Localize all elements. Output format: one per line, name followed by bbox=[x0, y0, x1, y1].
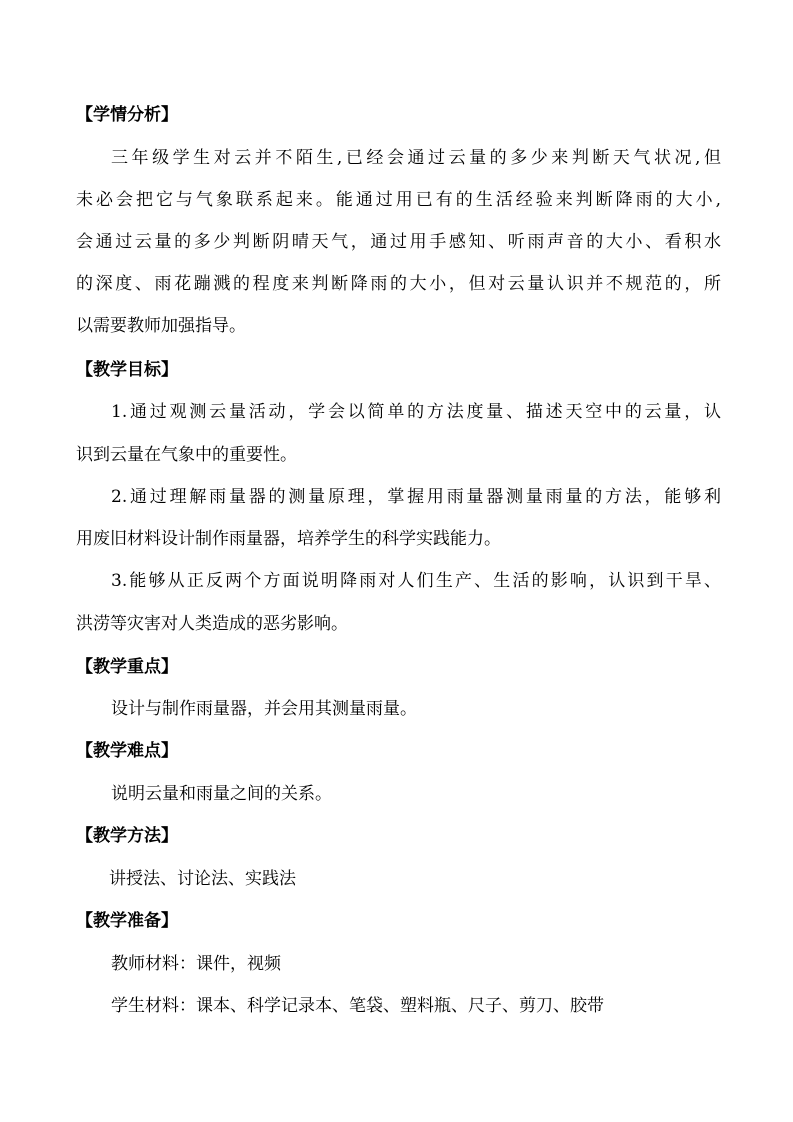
goal-1-line-1: 1.通过观测云量活动，学会以简单的方法度量、描述天空中的云量，认 bbox=[111, 402, 721, 422]
section-heading-analysis: 【学情分析】 bbox=[76, 105, 178, 125]
analysis-line-3: 会通过云量的多少判断阴晴天气，通过用手感知、听雨声音的大小、看积水 bbox=[76, 232, 721, 252]
key-points-text: 设计与制作雨量器，并会用其测量雨量。 bbox=[111, 699, 417, 719]
section-heading-goals: 【教学目标】 bbox=[76, 360, 178, 380]
goal-2-line-1: 2.通过理解雨量器的测量原理，掌握用雨量器测量雨量的方法，能够利 bbox=[111, 487, 721, 507]
analysis-line-4: 的深度、雨花蹦溅的程度来判断降雨的大小，但对云量认识并不规范的，所 bbox=[76, 274, 721, 294]
preparation-teacher: 教师材料：课件，视频 bbox=[111, 954, 281, 974]
analysis-line-5: 以需要教师加强指导。 bbox=[76, 316, 246, 336]
section-heading-preparation: 【教学准备】 bbox=[76, 911, 178, 931]
goal-3-line-1: 3.能够从正反两个方面说明降雨对人们生产、生活的影响，认识到干旱、 bbox=[111, 571, 721, 591]
analysis-line-1: 三年级学生对云并不陌生,已经会通过云量的多少来判断天气状况,但 bbox=[111, 148, 721, 168]
goal-3-line-2: 洪涝等灾害对人类造成的恶劣影响。 bbox=[76, 614, 348, 634]
methods-text: 讲授法、讨论法、实践法 bbox=[109, 869, 296, 889]
goal-2-line-2: 用废旧材料设计制作雨量器，培养学生的科学实践能力。 bbox=[76, 529, 501, 549]
goal-1-line-2: 识到云量在气象中的重要性。 bbox=[76, 445, 297, 465]
section-heading-difficulties: 【教学难点】 bbox=[76, 741, 178, 761]
analysis-line-2: 未必会把它与气象联系起来。能通过用已有的生活经验来判断降雨的大小, bbox=[76, 190, 721, 210]
preparation-student: 学生材料：课本、科学记录本、笔袋、塑料瓶、尺子、剪刀、胶带 bbox=[111, 996, 604, 1016]
section-heading-methods: 【教学方法】 bbox=[76, 826, 178, 846]
difficulties-text: 说明云量和雨量之间的关系。 bbox=[111, 784, 332, 804]
section-heading-key-points: 【教学重点】 bbox=[76, 657, 178, 677]
